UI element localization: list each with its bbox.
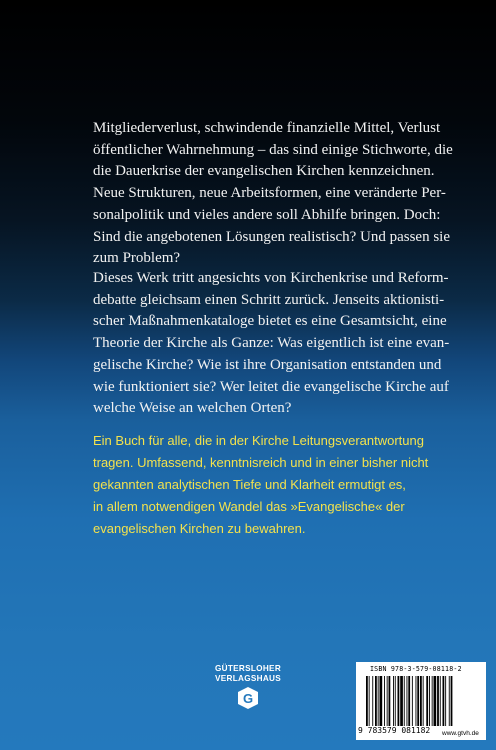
barcode-bar [429, 676, 430, 726]
promo-blurb [93, 430, 429, 540]
barcode-bar [451, 676, 453, 726]
text-line: sonalpolitik und vieles andere soll Abhilfe bringen. Doch: [93, 206, 441, 223]
barcode-bar [449, 676, 450, 726]
barcode-bar [437, 676, 439, 726]
barcode-bar [420, 676, 422, 726]
barcode-bar [404, 676, 405, 726]
text-line: wie funktioniert sie? Wer leitet die evangelische Kirche auf [93, 378, 449, 395]
barcode-bar [393, 676, 394, 726]
text-line: debatte gleichsam einen Schritt zurück. Jenseits aktionisti- [93, 291, 445, 308]
publisher-name-line-1: GÜTERSLOHER [214, 664, 282, 673]
description-paragraph-1 [93, 118, 453, 270]
barcode-bar [366, 676, 368, 726]
barcode-box [356, 662, 486, 740]
text-line: scher Maßnahmenkataloge bietet es eine Gesamtsicht, eine [93, 313, 447, 330]
blurb-line: Ein Buch für alle, die in der Kirche Leitungsverantwortung [93, 433, 424, 448]
barcode-bar [372, 676, 373, 726]
publisher-mark-letter: G [242, 691, 254, 706]
barcode-bar [384, 676, 385, 726]
barcode-bar [408, 676, 410, 726]
barcode-bar [380, 676, 383, 726]
barcode-bar [416, 676, 417, 726]
text-line: die Dauerkrise der evangelischen Kirchen kennzeichnen. [93, 163, 435, 180]
barcode-bar [395, 676, 396, 726]
blurb-line: evangelischen Kirchen zu bewahren. [93, 521, 306, 536]
publisher-name-line-2: VERLAGSHAUS [214, 674, 282, 683]
publisher-logo [208, 664, 288, 710]
text-line: Neue Strukturen, neue Arbeitsformen, eine veränderte Per- [93, 185, 446, 202]
text-line: welche Weise an welchen Orten? [93, 400, 292, 417]
blurb-line: tragen. Umfassend, kenntnisreich und in einer bisher nicht [93, 455, 429, 470]
barcode-bar [378, 676, 379, 726]
barcode-bar [443, 676, 445, 726]
barcode-bar [423, 676, 424, 726]
barcode-bar [369, 676, 370, 726]
text-line: zum Problem? [93, 250, 181, 267]
barcode-bar [407, 676, 408, 726]
text-line: Dieses Werk tritt angesichts von Kirchenkrise und Reform- [93, 270, 449, 286]
barcode-bar [434, 676, 437, 726]
text-line: öffentlicher Wahrnehmung – das sind einige Stichworte, die [93, 141, 453, 158]
barcode-bar [417, 676, 419, 726]
barcode-bars [366, 676, 478, 726]
blurb-line: in allem notwendigen Wandel das »Evangelische« der [93, 499, 405, 514]
barcode-bar [426, 676, 428, 726]
publisher-url: www.gtvh.de [442, 730, 479, 737]
barcode-bar [389, 676, 391, 726]
text-line: gelische Kirche? Wie ist ihre Organisation entstanden und [93, 356, 442, 373]
barcode-bar [400, 676, 403, 726]
barcode-bar [375, 676, 377, 726]
barcode-bar [412, 676, 413, 726]
text-line: Mitgliederverlust, schwindende finanzielle Mittel, Verlust [93, 120, 441, 136]
publisher-mark-icon [236, 686, 260, 710]
barcode-bar [440, 676, 441, 726]
isbn-text: ISBN 978-3-579-08118-2 [370, 665, 462, 673]
text-line: Theorie der Kirche als Ganze: Was eigentlich ist eine evan- [93, 335, 450, 352]
blurb-line: gekannten analytischen Tiefe und Klarheit ermutigt es, [93, 477, 406, 492]
text-line: Sind die angebotenen Lösungen realistisch? Und passen sie [93, 228, 450, 245]
barcode-number: 9 783579 081182 [358, 726, 431, 735]
barcode-bar [387, 676, 388, 726]
barcode-bar [398, 676, 400, 726]
barcode-bar [432, 676, 433, 726]
barcode-bar [445, 676, 446, 726]
description-paragraph-2 [93, 268, 450, 420]
